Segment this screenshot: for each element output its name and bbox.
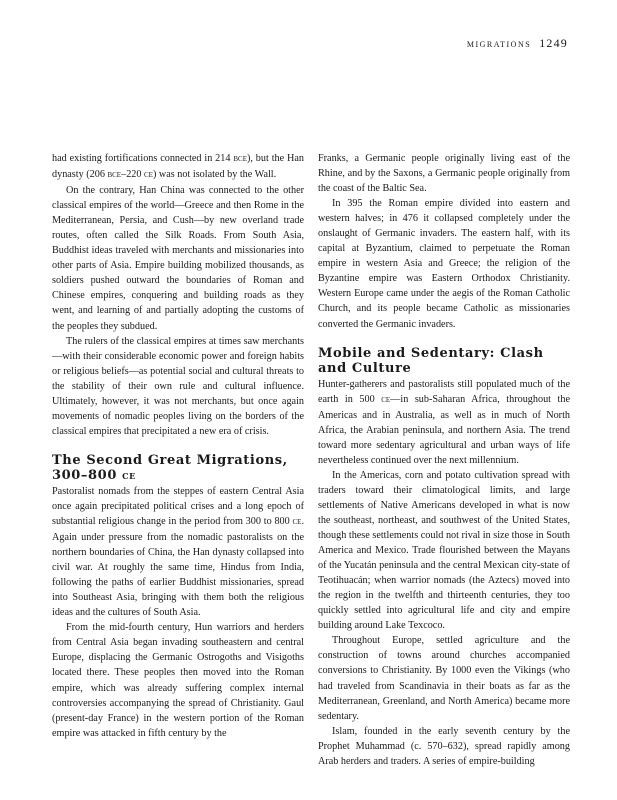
page-number: 1249: [539, 36, 568, 50]
running-head-section: migrations: [466, 36, 532, 50]
right-paragraph-2: In 395 the Roman empire divided into eastern and western halves; in 476 it collapsed completely under the onslaught of Germanic invaders. The eastern half, with its capital at Byzantium, claimed to perpetuate the Roman empire in western Asia and Greece; the religion of the Byzantine empire was Eastern Orthodox Christianity. Western Europe came under the aegis of the Roman Catholic Church, and its people became Catholic as missionaries converted the Germanic invaders.: [318, 198, 570, 330]
section-heading-second-great-migrations: The Second Great Migrations, 300–800 ce: [52, 452, 288, 484]
left-column: [52, 151, 304, 741]
left-paragraph-2: On the contrary, Han China was connected to the other classical empires of the world—Greece and then Rome in the Mediterranean, Persia, and Cush—by new overland trade routes, often called the Silk Roads. From South Asia, Buddhist ideas traveled with merchants and missionaries into other parts of Asia. Empire building mobilized thousands, as soldiers pushed outward the boundaries of Roman and Chinese empires, conquering and building roads as they went, and learning of and partially adopting the customs of the peoples they subdued.: [52, 185, 304, 332]
left-paragraph-3: The rulers of the classical empires at times saw merchants—with their considerable economic power and foreign habits or religious beliefs—as potential social and cultural threats to the stability of their own rule and cultural influence. Ultimately, however, it was not merchants, but once again movements of nomadic peoples living on the borders of the classical empires that precipitated a new era of crisis.: [52, 335, 304, 437]
running-head: [467, 36, 568, 51]
left-paragraph-4: Pastoralist nomads from the steppes of eastern Central Asia once again precipitated political crises and a long epoch of substantial religious change in the period from 300 to 800 ce. Again under pressure from the nomadic pastoralists on the northern boundaries of China, the Han dynasty collapsed into civil war. At roughly the same time, Hindus from India, following the paths of earlier Buddhist missionaries, spread into Southeast Asia, bringing with them both the religious ideas and the cultures of South Asia.: [52, 485, 304, 619]
section-heading-mobile-and-sedentary: Mobile and Sedentary: Clash and Culture: [318, 345, 544, 377]
left-paragraph-5: From the mid-fourth century, Hun warriors and herders from Central Asia began invading southeastern and central Europe, displacing the Germanic Ostrogoths and Visigoths located there. These peoples then moved into the Roman empire, which was already suffering complex internal controversies accompanying the spread of Christianity. Gaul (present-day France) in the western portion of the Roman empire was attacked in fifth century by the: [52, 622, 304, 739]
left-paragraph-1: had existing fortifications connected in 214 bce), but the Han dynasty (206 bce–220 ce) was not isolated by the Wall.: [52, 153, 304, 181]
right-paragraph-6: Islam, founded in the early seventh century by the Prophet Muhammad (c. 570–632), spread rapidly among Arab herders and traders. A series of empire-building: [318, 725, 570, 767]
right-paragraph-4: In the Americas, corn and potato cultivation spread with traders toward their climatological limits, and large settlements of Native Americans developed in what is now the southeast, northeast, and southwest of the United States, though these settlements could not rival in size those in South America and Mexico. Trade flourished between the Mayans of the Yucatán peninsula and the central Mexican city-state of Teotihuacán; when warrior nomads (the Aztecs) moved into the region in the twelfth and thirteenth centuries, they too quickly settled into agricultural life and city and empire building around Lake Texcoco.: [318, 469, 570, 632]
right-paragraph-1: Franks, a Germanic people originally living east of the Rhine, and by the Saxons, a Germanic people originally from the coast of the Baltic Sea.: [318, 153, 570, 195]
right-column: [318, 151, 570, 769]
right-paragraph-5: Throughout Europe, settled agriculture and the construction of towns around churches accompanied conversions to Christianity. By 1000 even the Vikings (who had traveled from Scandinavia in their boats as far as the Mediterranean, Greenland, and North America) became more sedentary.: [318, 635, 570, 722]
right-paragraph-3: Hunter-gatherers and pastoralists still populated much of the earth in 500 ce—in sub-Saharan Africa, throughout the Americas and in Australia, as well as in much of North Africa, the Arabian peninsula, and northern Asia. The trend toward more sedentary agricultural and urban ways of life nevertheless continued over the next millennium.: [318, 378, 570, 466]
